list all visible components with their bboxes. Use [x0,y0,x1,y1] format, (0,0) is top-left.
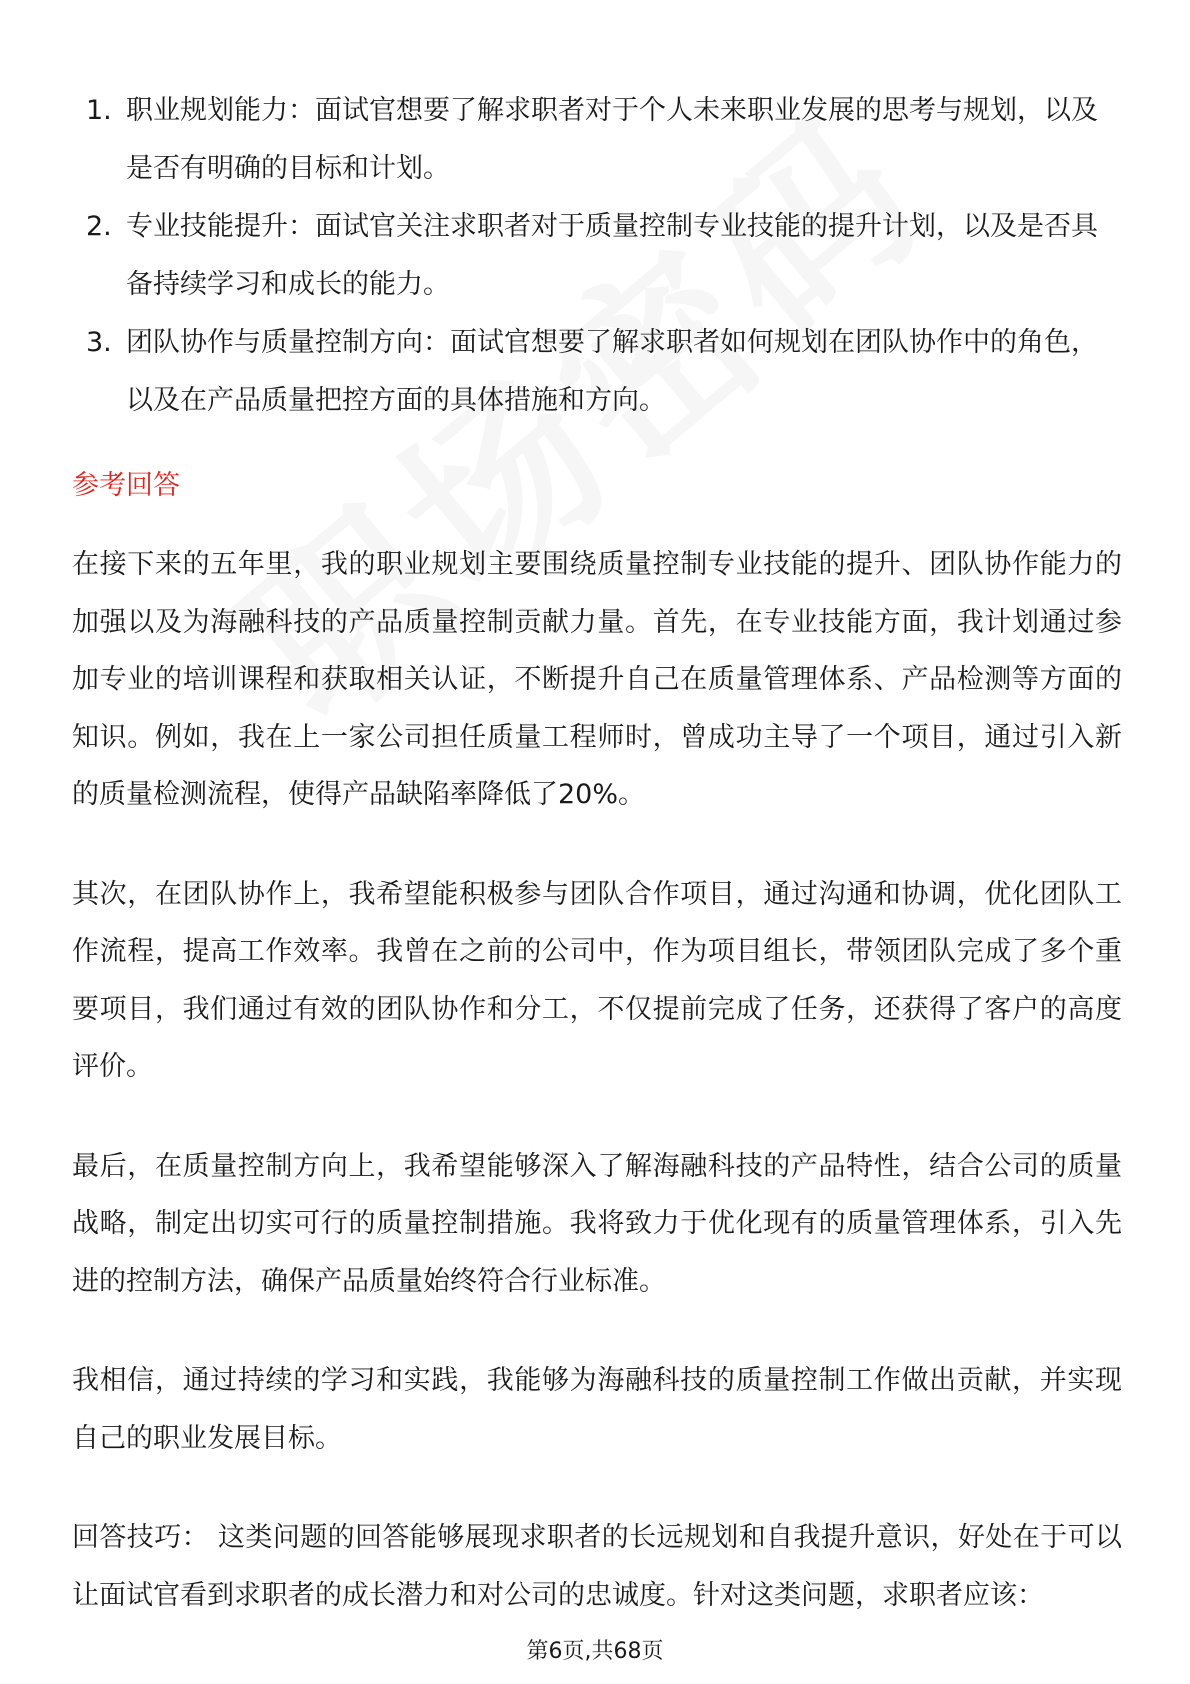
list-item-number: 1. [86,95,112,126]
list-item-text: 团队协作与质量控制方向：面试官想要了解求职者如何规划在团队协作中的角色，以及在产品质量把控方面的具体措施和方向。 [126,327,1098,416]
list-item-text: 专业技能提升：面试官关注求职者对于质量控制专业技能的提升计划，以及是否具备持续学习和成长的能力。 [126,211,1098,300]
answer-paragraph: 我相信，通过持续的学习和实践，我能够为海融科技的质量控制工作做出贡献，并实现自己的职业发展目标。 [72,1365,1122,1454]
tips-paragraph: 回答技巧： 这类问题的回答能够展现求职者的长远规划和自我提升意识，好处在于可以让面试官看到求职者的成长潜力和对公司的忠诚度。针对这类问题，求职者应该： [72,1522,1122,1611]
answer-paragraph: 在接下来的五年里，我的职业规划主要围绕质量控制专业技能的提升、团队协作能力的加强以及为海融科技的产品质量控制贡献力量。首先，在专业技能方面，我计划通过参加专业的培训课程和获取相关认证，不断提升自己在质量管理体系、产品检测等方面的知识。例如，我在上一家公司担任质量工程师时，曾成功主导了一个项目，通过引入新的质量检测流程，使得产品缺陷率降低了20%。 [72,549,1122,810]
answer-paragraph: 最后，在质量控制方向上，我希望能够深入了解海融科技的产品特性，结合公司的质量战略，制定出切实可行的质量控制措施。我将致力于优化现有的质量管理体系，引入先进的控制方法，确保产品质量始终符合行业标准。 [72,1150,1122,1297]
list-item-number: 3. [86,327,112,358]
answer-paragraph: 其次，在团队协作上，我希望能积极参与团队合作项目，通过沟通和协调，优化团队工作流程，提高工作效率。我曾在之前的公司中，作为项目组长，带领团队完成了多个重要项目，我们通过有效的团队协作和分工，不仅提前完成了任务，还获得了客户的高度评价。 [72,878,1122,1082]
list-item [72,198,1122,314]
list-item-text: 职业规划能力：面试官想要了解求职者对于个人未来职业发展的思考与规划，以及是否有明确的目标和计划。 [126,95,1098,184]
answer-heading: 参考回答 [72,470,180,501]
criteria-list [72,82,1122,430]
page-footer: 第6页,共68页 [526,1639,664,1664]
list-item [72,82,1122,198]
document-body [72,82,1122,1666]
list-item-number: 2. [86,211,112,242]
list-item [72,314,1122,430]
